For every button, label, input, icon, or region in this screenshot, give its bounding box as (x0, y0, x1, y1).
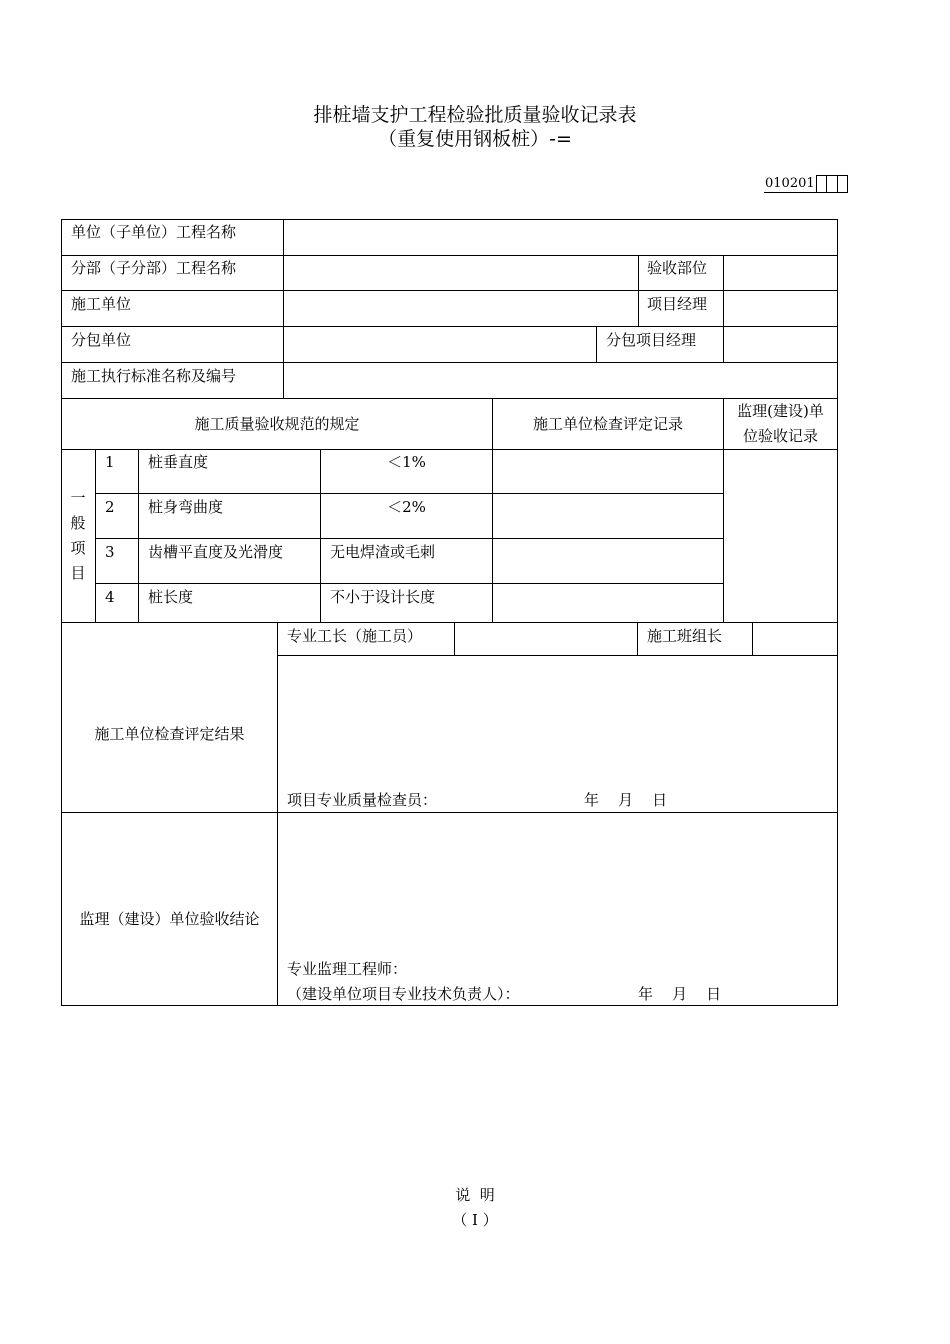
subcontract-manager-label: 分包项目经理 (606, 331, 697, 349)
team-leader-label: 施工班组长 (647, 627, 723, 645)
item-number: 1 (105, 453, 115, 471)
form-code-cell (826, 175, 837, 193)
item-name: 桩长度 (148, 588, 194, 606)
form-code-box (764, 175, 848, 193)
item-standard: ＜1% (387, 453, 426, 471)
foreman-label: 专业工长（施工员） (287, 627, 423, 645)
standard-label: 施工执行标准名称及编号 (71, 367, 237, 385)
result-date-label: 年 月 日 (584, 791, 668, 809)
construction-unit-label: 施工单位 (71, 295, 132, 313)
owner-technical-lead-label: （建设单位项目专业技术负责人）： (287, 985, 520, 1003)
unit-project-label: 单位（子单位）工程名称 (71, 223, 237, 241)
acceptance-part-label: 验收部位 (647, 259, 708, 277)
item-number: 4 (105, 588, 115, 606)
subcontract-unit-label: 分包单位 (71, 331, 132, 349)
spec-column-header: 施工质量验收规范的规定 (194, 415, 360, 433)
supervision-column-header: 位验收记录 (742, 427, 818, 445)
project-manager-label: 项目经理 (647, 295, 708, 313)
sub-project-label: 分部（子分部）工程名称 (71, 259, 237, 277)
inspector-label: 项目专业质量检查员： (287, 791, 438, 809)
item-standard: 无电焊渣或毛刺 (330, 543, 436, 561)
item-number: 3 (105, 543, 115, 561)
form-subtitle: （重复使用钢板桩）-= (378, 128, 572, 150)
item-name: 齿槽平直度及光滑度 (148, 543, 284, 561)
item-name: 桩垂直度 (148, 453, 209, 471)
supervision-column-header: 监理(建设)单 (737, 402, 824, 420)
item-standard: ＜2% (387, 498, 426, 516)
item-number: 2 (105, 498, 115, 516)
item-name: 桩身弯曲度 (148, 498, 224, 516)
page-number: （ I ） (452, 1211, 498, 1229)
item-standard: 不小于设计长度 (330, 588, 436, 606)
general-items-label: 一 般 项 目 (70, 489, 86, 582)
conclusion-label: 监理（建设）单位验收结论 (79, 910, 260, 928)
result-label: 施工单位检查评定结果 (94, 725, 245, 743)
form-code-cell (837, 175, 848, 193)
supervision-engineer-label: 专业监理工程师： (287, 960, 408, 978)
form-title: 排桩墙支护工程检验批质量验收记录表 (313, 104, 637, 126)
inspection-column-header: 施工单位检查评定记录 (532, 415, 683, 433)
form-code: 010201 (765, 176, 815, 191)
note-heading: 说 明 (455, 1186, 495, 1204)
form-code-cell (816, 175, 826, 193)
conclusion-date-label: 年 月 日 (638, 985, 722, 1003)
